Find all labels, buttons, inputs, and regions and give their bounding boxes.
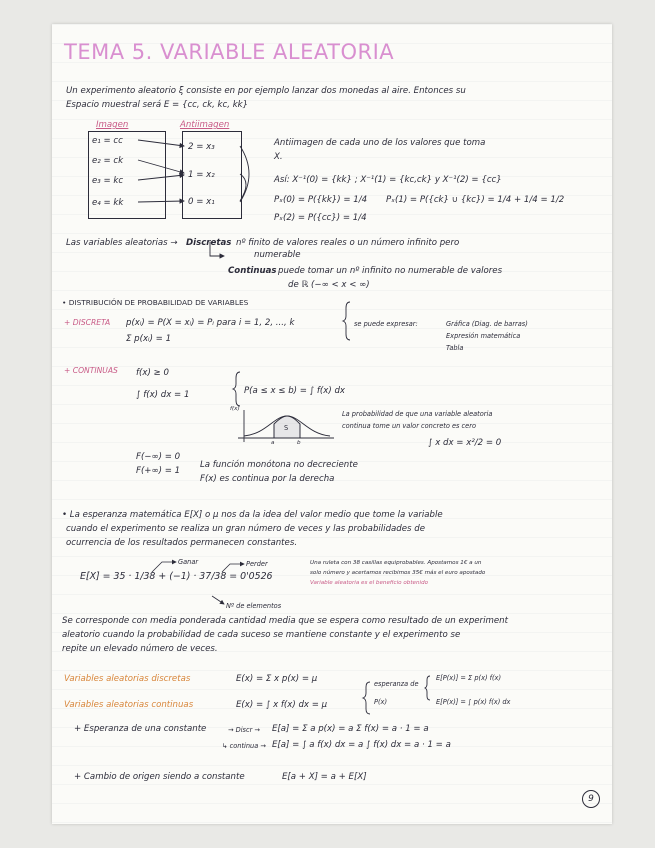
right-item-1: 2 = x₃ [188,142,215,152]
intro-line-1: Un experimento aleatorio ξ consiste en por ejemplo lanzar dos monedas al aire. Entonces su [66,86,466,96]
discreta-formula-2: Σ p(xᵢ) = 1 [126,334,172,344]
esperanza-line-1: • La esperanza matemática E[X] o μ nos da la idea del valor medio que tome la variable [62,510,443,520]
discretas-esperanza-label: Variables aleatorias discretas [64,674,191,684]
ruleta-1: Una ruleta con 38 casillas equiprobables. Apostamos 1€ a un [310,560,482,566]
left-item-1: e₁ = cc [92,136,123,146]
antiimagen-label: Antiimagen [180,120,230,130]
continuas-text: puede tomar un nº infinito no numerable de valores [278,266,503,276]
left-item-4: e₄ = kk [92,198,124,208]
perder-label: Perder [246,560,268,568]
esperanza-r1: E[P(x)] = Σ p(x) f(x) [436,674,502,682]
right-item-3: 0 = x₁ [188,197,215,207]
continua-label: + CONTINUAS [64,366,118,375]
page-title: TEMA 5. VARIABLE ALEATORIA [64,40,395,64]
esperanza-para-2: aleatorio cuando la probabilidad de cada suceso se mantiene constante y el experimento se [62,630,461,640]
a-label: a [271,440,275,446]
esperanza-line-2: cuando el experimento se realiza un gran número de veces y las probabilidades de [66,524,425,534]
fx-label: f(x) [230,406,240,412]
discretas-esperanza-formula: E(x) = Σ x p(x) = μ [236,674,318,684]
continua-f2: ∫ f(x) dx = 1 [136,390,190,400]
esperanza-para-1: Se corresponde con media ponderada cantidad media que se espera como resultado de un experiment [62,616,508,626]
prob-1: Pₓ(1) = P({ck} ∪ {kc}) = 1/4 + 1/4 = 1/2 [386,195,565,205]
area-label: S [284,424,289,432]
continuas-label: Continuas [228,266,277,276]
continua-zero: ∫ x dx = x²/2 = 0 [428,438,502,448]
antiimagen-note-1: Antiimagen de cada uno de los valores que toma [274,138,486,148]
continua-formula: E[a] = ∫ a f(x) dx = a ∫ f(x) dx = a · 1 = a [272,740,451,750]
continua-fnote-2: F(x) es continua por la derecha [200,474,335,484]
antiimagen-note-2: X. [274,152,283,162]
continua-f3: P(a ≤ x ≤ b) = ∫ f(x) dx [244,386,345,396]
ganar-label: Ganar [178,558,199,566]
discretas-text: nº finito de valores reales o un número infinito pero [236,238,460,248]
prob-2: Pₓ(2) = P({cc}) = 1/4 [274,213,367,223]
discretas-text-2: numerable [254,250,301,260]
continuas-esperanza-formula: E(x) = ∫ x f(x) dx = μ [236,700,328,710]
discreta-option-3: Tabla [446,344,464,352]
continua-F2: F(+∞) = 1 [136,466,181,476]
continua-note-1: La probabilidad de que una variable aleatoria [342,410,493,418]
discreta-option-1: Gráfica (Diag. de barras) [446,320,528,328]
px-label: P(x) [374,698,388,706]
discreta-option-2: Expresión matemática [446,332,521,340]
esperanza-para-3: repite un elevado número de veces. [62,644,218,654]
continuas-text-2: de ℝ (−∞ < x < ∞) [288,280,370,290]
imagen-label: Imagen [96,120,129,130]
esperanza-line-3: ocurrencia de los resultados permanecen constantes. [66,538,298,548]
discretas-label: Discretas [186,238,232,248]
continua-note-2: continua tome un valor concreto es cero [342,422,476,430]
distribucion-heading: • DISTRIBUCIÓN DE PROBABILIDAD DE VARIABLES [62,298,249,307]
discreta-label: + DISCRETA [64,318,111,327]
discreta-formula-1: p(xᵢ) = P(X = xᵢ) = Pᵢ para i = 1, 2, ..., k [126,318,295,328]
continua-F1: F(−∞) = 0 [136,452,181,462]
left-item-2: e₂ = ck [92,156,124,166]
page-number: 9 [582,790,600,808]
esperanza-de: esperanza de [374,680,419,688]
constante-label: + Esperanza de una constante [74,724,207,734]
ruleta-2: solo número y acertamos recibimos 35€ más el euro apostado [310,570,486,576]
discr-formula: E[a] = Σ a p(x) = a Σ f(x) = a · 1 = a [272,724,429,734]
origen-formula: E[a + X] = a + E[X] [282,772,367,782]
ruleta-3: Variable aleatoria es el beneficio obtenido [310,580,429,586]
intro-line-2: Espacio muestral será E = {cc, ck, kc, kk} [66,100,249,110]
b-label: b [297,440,301,446]
continua-f1: f(x) ≥ 0 [136,368,169,378]
continua-fnote-1: La función monótona no decreciente [200,460,358,470]
prob-0: Pₓ(0) = P({kk}) = 1/4 [274,195,368,205]
n-elementos: Nº de elementos [226,602,282,610]
esperanza-example: E[X] = 35 · 1/38 + (−1) · 37/38 = 0'0526 [80,571,273,582]
esperanza-r2: E[P(x)] = ∫ p(x) f(x) dx [436,698,511,706]
continua-arrow: ↳ continua → [222,742,266,750]
right-item-2: 1 = x₂ [188,170,215,180]
origen-label: + Cambio de origen siendo a constante [74,772,245,782]
notebook-page [52,24,612,824]
asi-line: Así: X⁻¹(0) = {kk} ; X⁻¹(1) = {kc,ck} y X⁻¹(2) = {cc} [274,175,502,185]
discreta-brace-text: se puede expresar: [354,320,418,328]
left-item-3: e₃ = kc [92,176,124,186]
discr-arrow: → Discr → [228,726,260,734]
continuas-esperanza-label: Variables aleatorias continuas [64,700,194,710]
types-lead: Las variables aleatorias → [66,238,178,248]
